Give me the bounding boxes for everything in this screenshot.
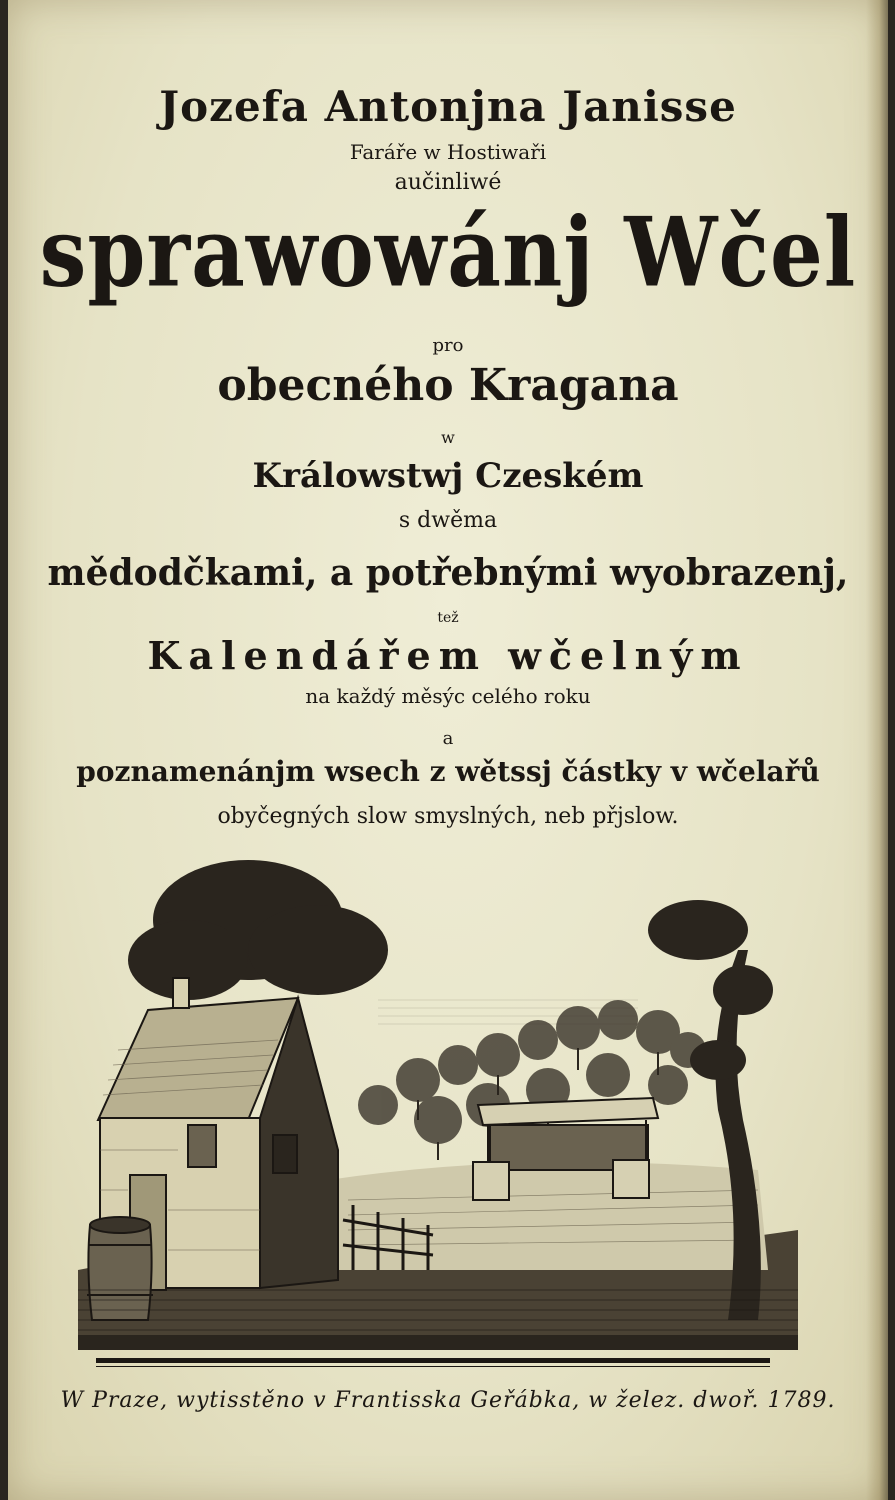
- author-name: Jozefa Antonjna Janisse: [159, 82, 737, 131]
- title-word-w: w: [441, 428, 455, 447]
- engraving-illustration: [78, 850, 798, 1350]
- title-word-with: s dwěma: [398, 508, 498, 533]
- title-notes: poznamenánjm wsech z wětssj částky v wčelařů: [76, 755, 820, 788]
- title-page: [8, 0, 888, 1500]
- title-words: obyčegných slow smyslných, neb přjslow.: [217, 804, 679, 829]
- title-word-pro: pro: [432, 335, 464, 356]
- author-office: Faráře w Hostiwaři: [349, 140, 547, 164]
- main-title: sprawowánj Wčel: [39, 196, 857, 309]
- title-adjective: aučinliwé: [394, 170, 502, 195]
- title-each-month: na každý měsýc celého roku: [305, 684, 591, 708]
- title-word-also: tež: [437, 610, 459, 626]
- title-extras: mědodčkami, a potřebnými wyobrazenj,: [47, 552, 849, 594]
- imprint-line: W Praze, wytisstěno v Frantisska Geřábka, w želez. dwoř. 1789.: [60, 1388, 836, 1413]
- title-calendar: Kalendářem wčelným: [147, 633, 749, 678]
- title-reader: obecného Kragana: [217, 360, 679, 411]
- title-kingdom: Králowstwj Czeském: [252, 456, 644, 496]
- imprint-rule-thin: [96, 1366, 770, 1367]
- imprint-rule-thick: [96, 1358, 770, 1363]
- title-word-and: a: [442, 728, 454, 749]
